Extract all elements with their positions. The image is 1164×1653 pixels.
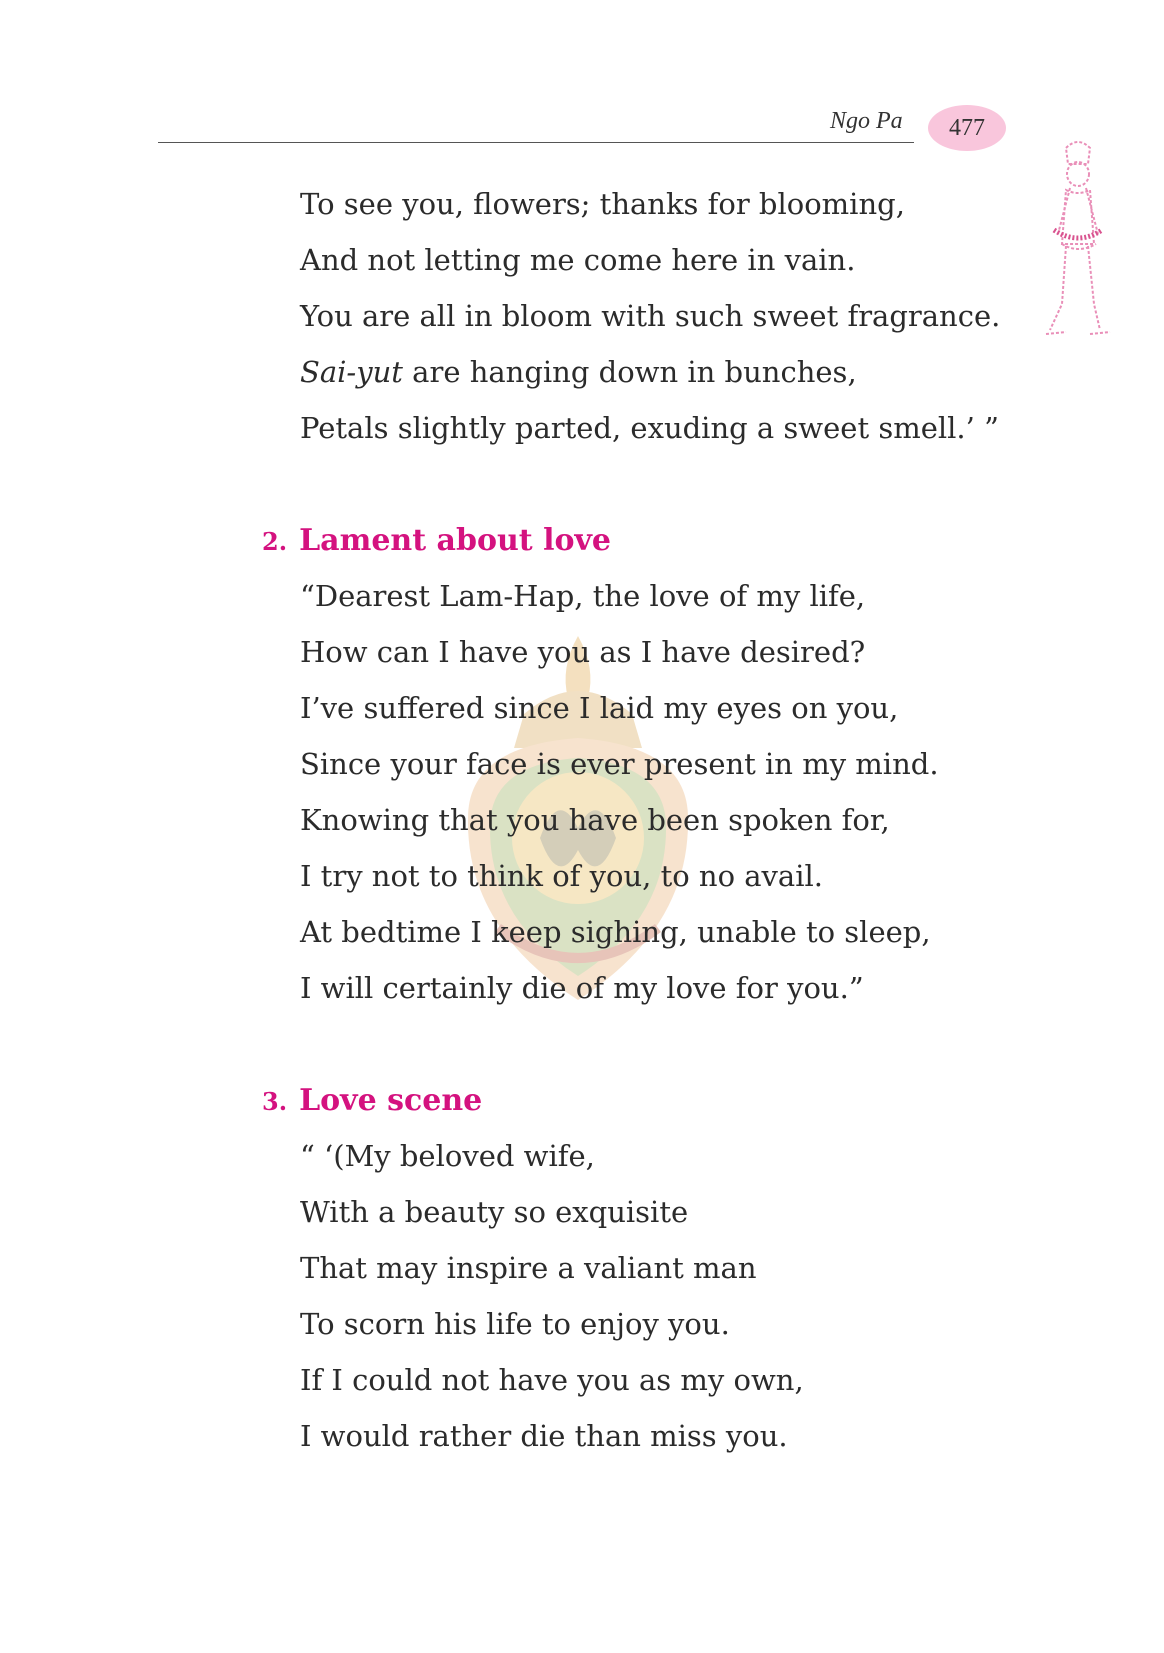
verse-line: At bedtime I keep sighing, unable to sleep, bbox=[300, 915, 931, 949]
verse-line: To scorn his life to enjoy you. bbox=[300, 1307, 730, 1341]
section-title: Love scene bbox=[299, 1083, 483, 1118]
verse-line: I will certainly die of my love for you.” bbox=[300, 971, 864, 1005]
verse-line: Knowing that you have been spoken for, bbox=[300, 803, 890, 837]
verse-line: And not letting me come here in vain. bbox=[300, 243, 856, 277]
verse-line: How can I have you as I have desired? bbox=[300, 635, 866, 669]
header-rule bbox=[158, 142, 914, 143]
page-number: 477 bbox=[928, 105, 1006, 151]
section-heading-3 bbox=[262, 1083, 483, 1118]
verse-line: “ ‘(My beloved wife, bbox=[300, 1139, 595, 1173]
verse-line-rest: are hanging down in bunches, bbox=[402, 355, 857, 389]
verse-line: You are all in bloom with such sweet fragrance. bbox=[300, 299, 1001, 333]
verse-line: “Dearest Lam-Hap, the love of my life, bbox=[300, 579, 866, 613]
verse-line: Since your face is ever present in my mind. bbox=[300, 747, 939, 781]
verse-line: Petals slightly parted, exuding a sweet smell.’ ” bbox=[300, 411, 999, 445]
verse-line: I try not to think of you, to no avail. bbox=[300, 859, 823, 893]
verse-line: That may inspire a valiant man bbox=[300, 1251, 757, 1285]
running-title: Ngo Pa bbox=[830, 108, 903, 134]
section-title: Lament about love bbox=[299, 523, 612, 558]
section-number: 3. bbox=[262, 1087, 288, 1116]
verse-line: With a beauty so exquisite bbox=[300, 1195, 689, 1229]
verse-line: To see you, flowers; thanks for blooming, bbox=[300, 187, 905, 221]
section-number: 2. bbox=[262, 527, 288, 556]
italic-term: Sai-yut bbox=[300, 355, 403, 389]
section-heading-2 bbox=[262, 523, 612, 558]
verse-line: I’ve suffered since I laid my eyes on you, bbox=[300, 691, 899, 725]
dancer-figure-icon bbox=[1036, 134, 1120, 344]
verse-line: I would rather die than miss you. bbox=[300, 1419, 788, 1453]
verse-line: If I could not have you as my own, bbox=[300, 1363, 804, 1397]
verse-line bbox=[300, 355, 857, 389]
